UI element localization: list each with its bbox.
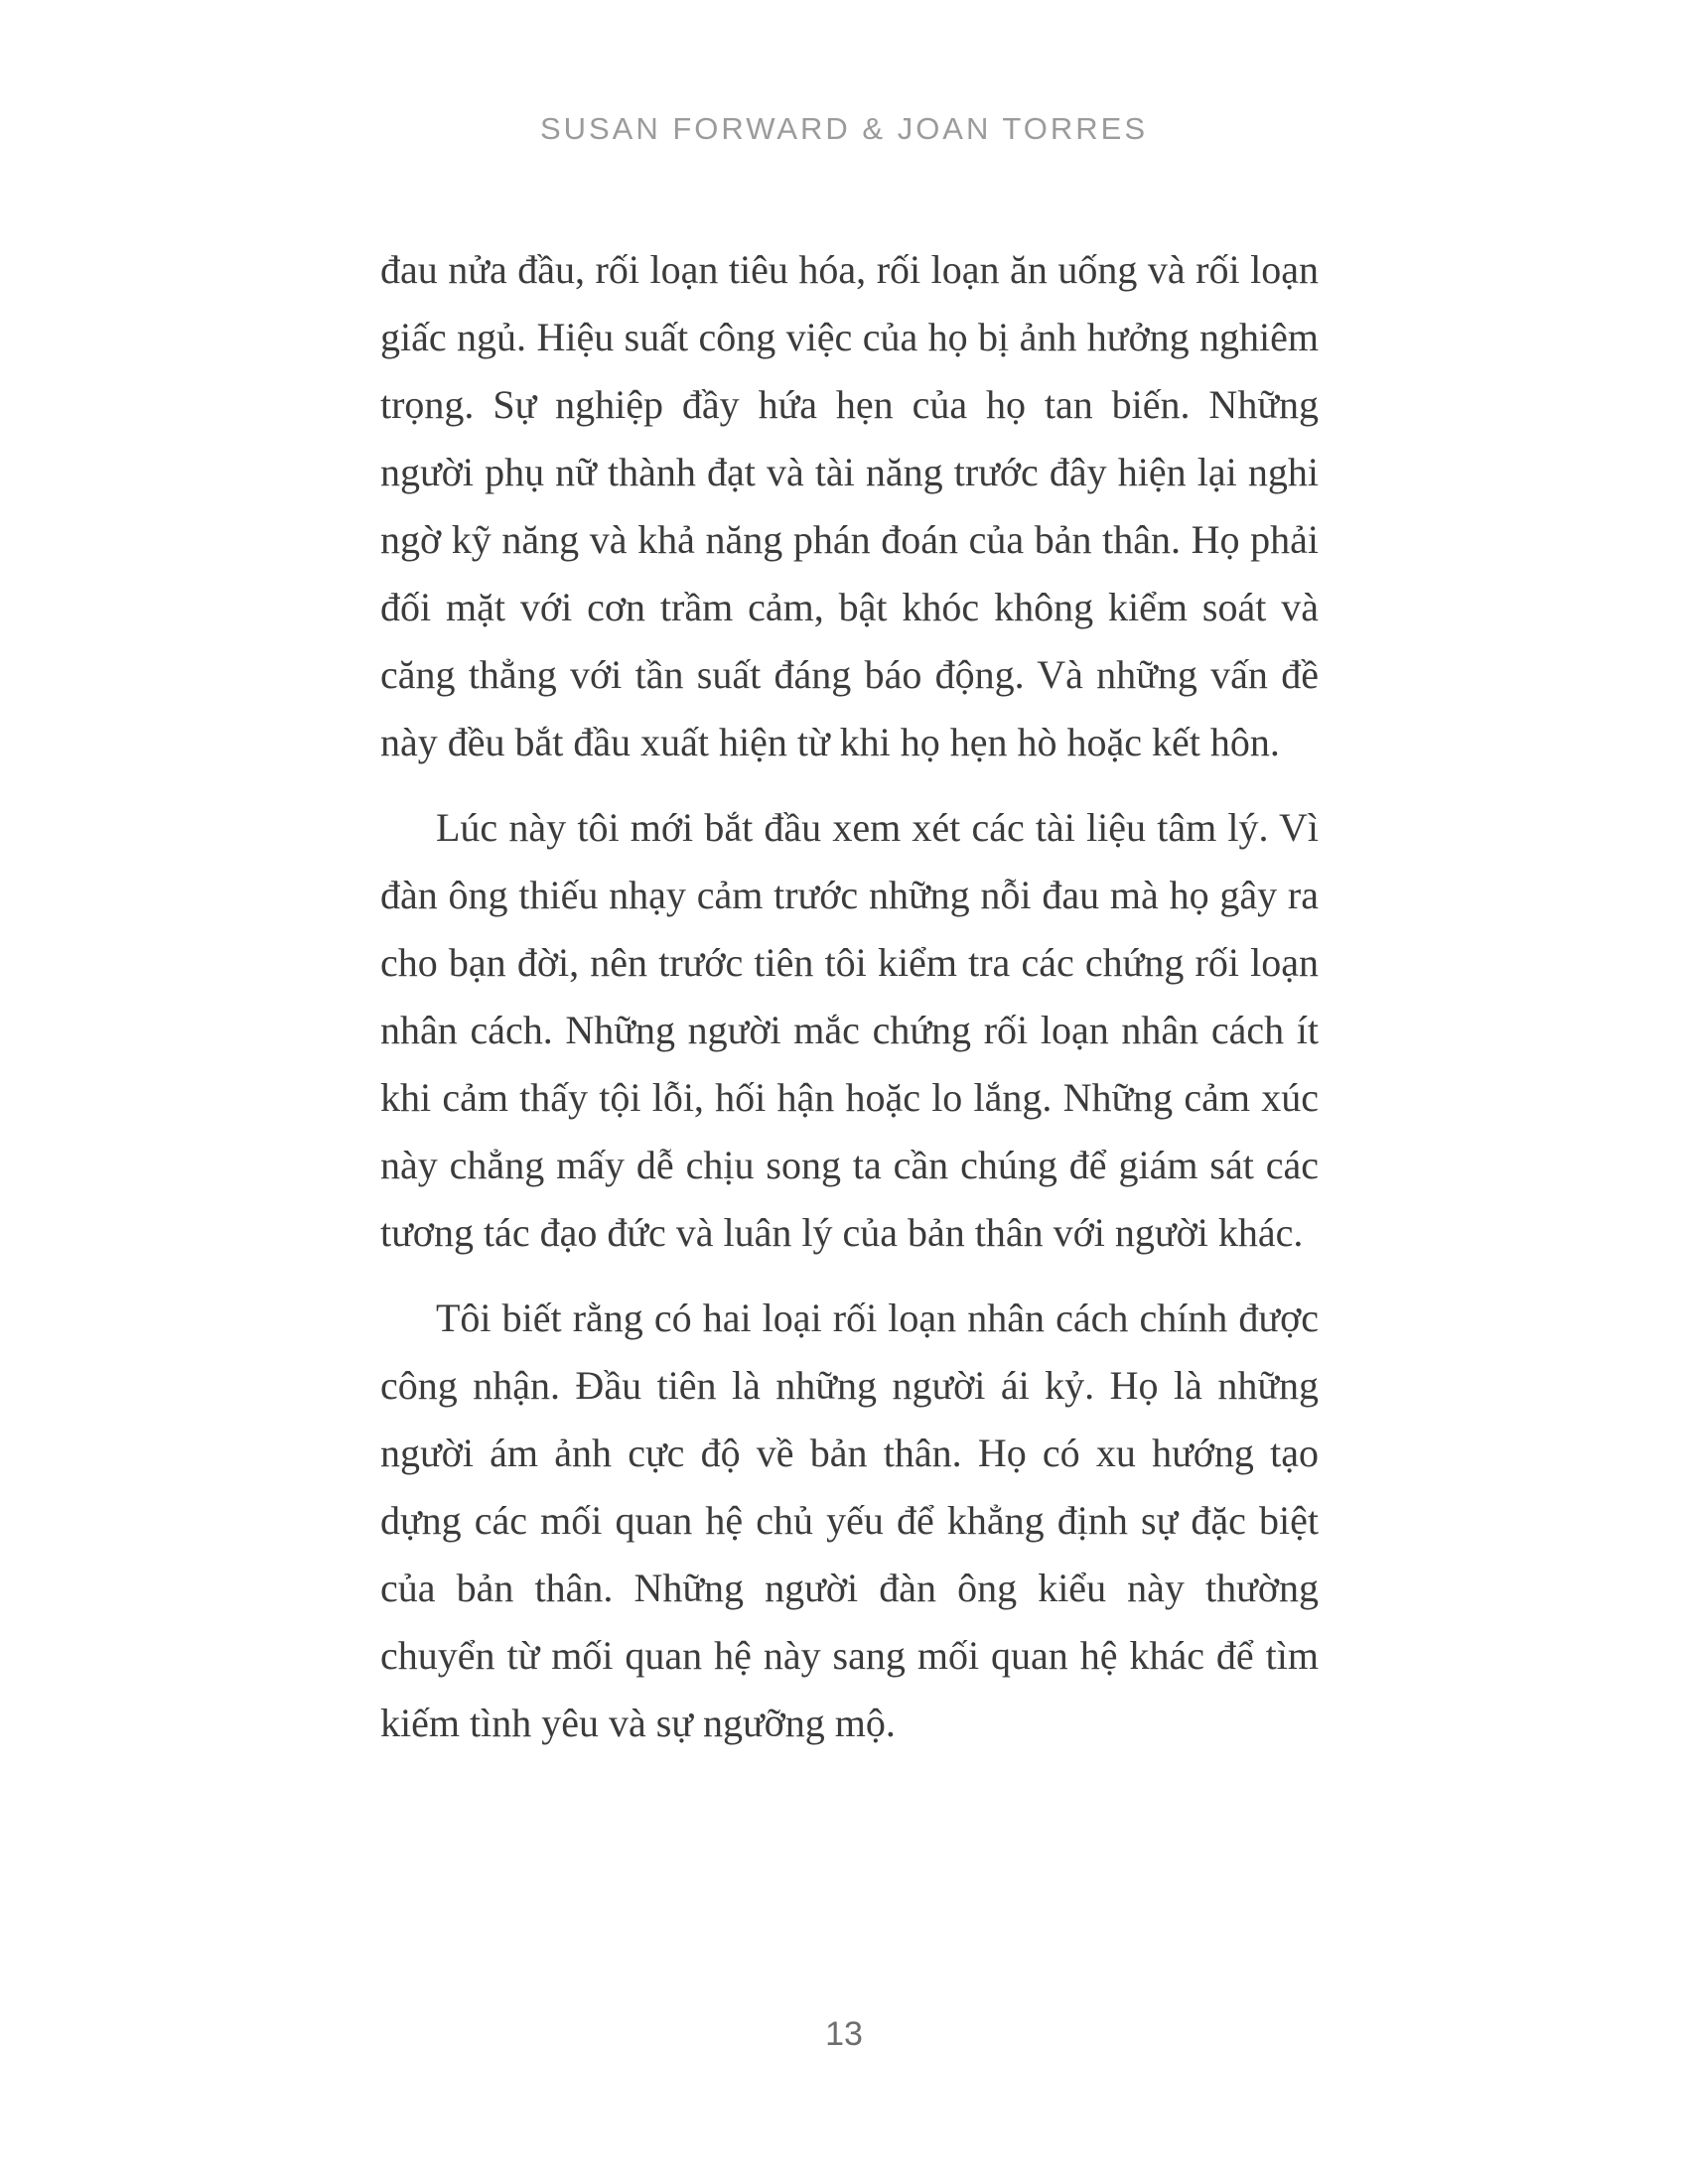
running-header: SUSAN FORWARD & JOAN TORRES [539, 111, 1149, 146]
paragraph: Lúc này tôi mới bắt đầu xem xét các tài liệu tâm lý. Vì đàn ông thiếu nhạy cảm trước những nỗi đau mà họ gây ra cho bạn đời, nên trước tiên tôi kiểm tra các chứng rối loạn nhân cách. Những người mắc chứng rối loạn nhân cách ít khi cảm thấy tội lỗi, hối hận hoặc lo lắng. Những cảm xúc này chẳng mấy dễ chịu song ta cần chúng để giám sát các tương tác đạo đức và luân lý của bản thân với người khác. [380, 805, 1319, 1255]
paragraph: đau nửa đầu, rối loạn tiêu hóa, rối loạn ăn uống và rối loạn giấc ngủ. Hiệu suất công việc của họ bị ảnh hưởng nghiêm trọng. Sự nghiệp đầy hứa hẹn của họ tan biến. Những người phụ nữ thành đạt và tài năng trước đây hiện lại nghi ngờ kỹ năng và khả năng phán đoán của bản thân. Họ phải đối mặt với cơn trầm cảm, bật khóc không kiểm soát và căng thẳng với tần suất đáng báo động. Và những vấn đề này đều bắt đầu xuất hiện từ khi họ hẹn hò hoặc kết hôn. [380, 247, 1319, 764]
page-number: 13 [825, 2015, 863, 2053]
paragraph: Tôi biết rằng có hai loại rối loạn nhân cách chính được công nhận. Đầu tiên là những người ái kỷ. Họ là những người ám ảnh cực độ về bản thân. Họ có xu hướng tạo dựng các mối quan hệ chủ yếu để khẳng định sự đặc biệt của bản thân. Những người đàn ông kiểu này thường chuyển từ mối quan hệ này sang mối quan hệ khác để tìm kiếm tình yêu và sự ngưỡng mộ. [380, 1296, 1319, 1745]
body-text [380, 236, 1319, 1775]
